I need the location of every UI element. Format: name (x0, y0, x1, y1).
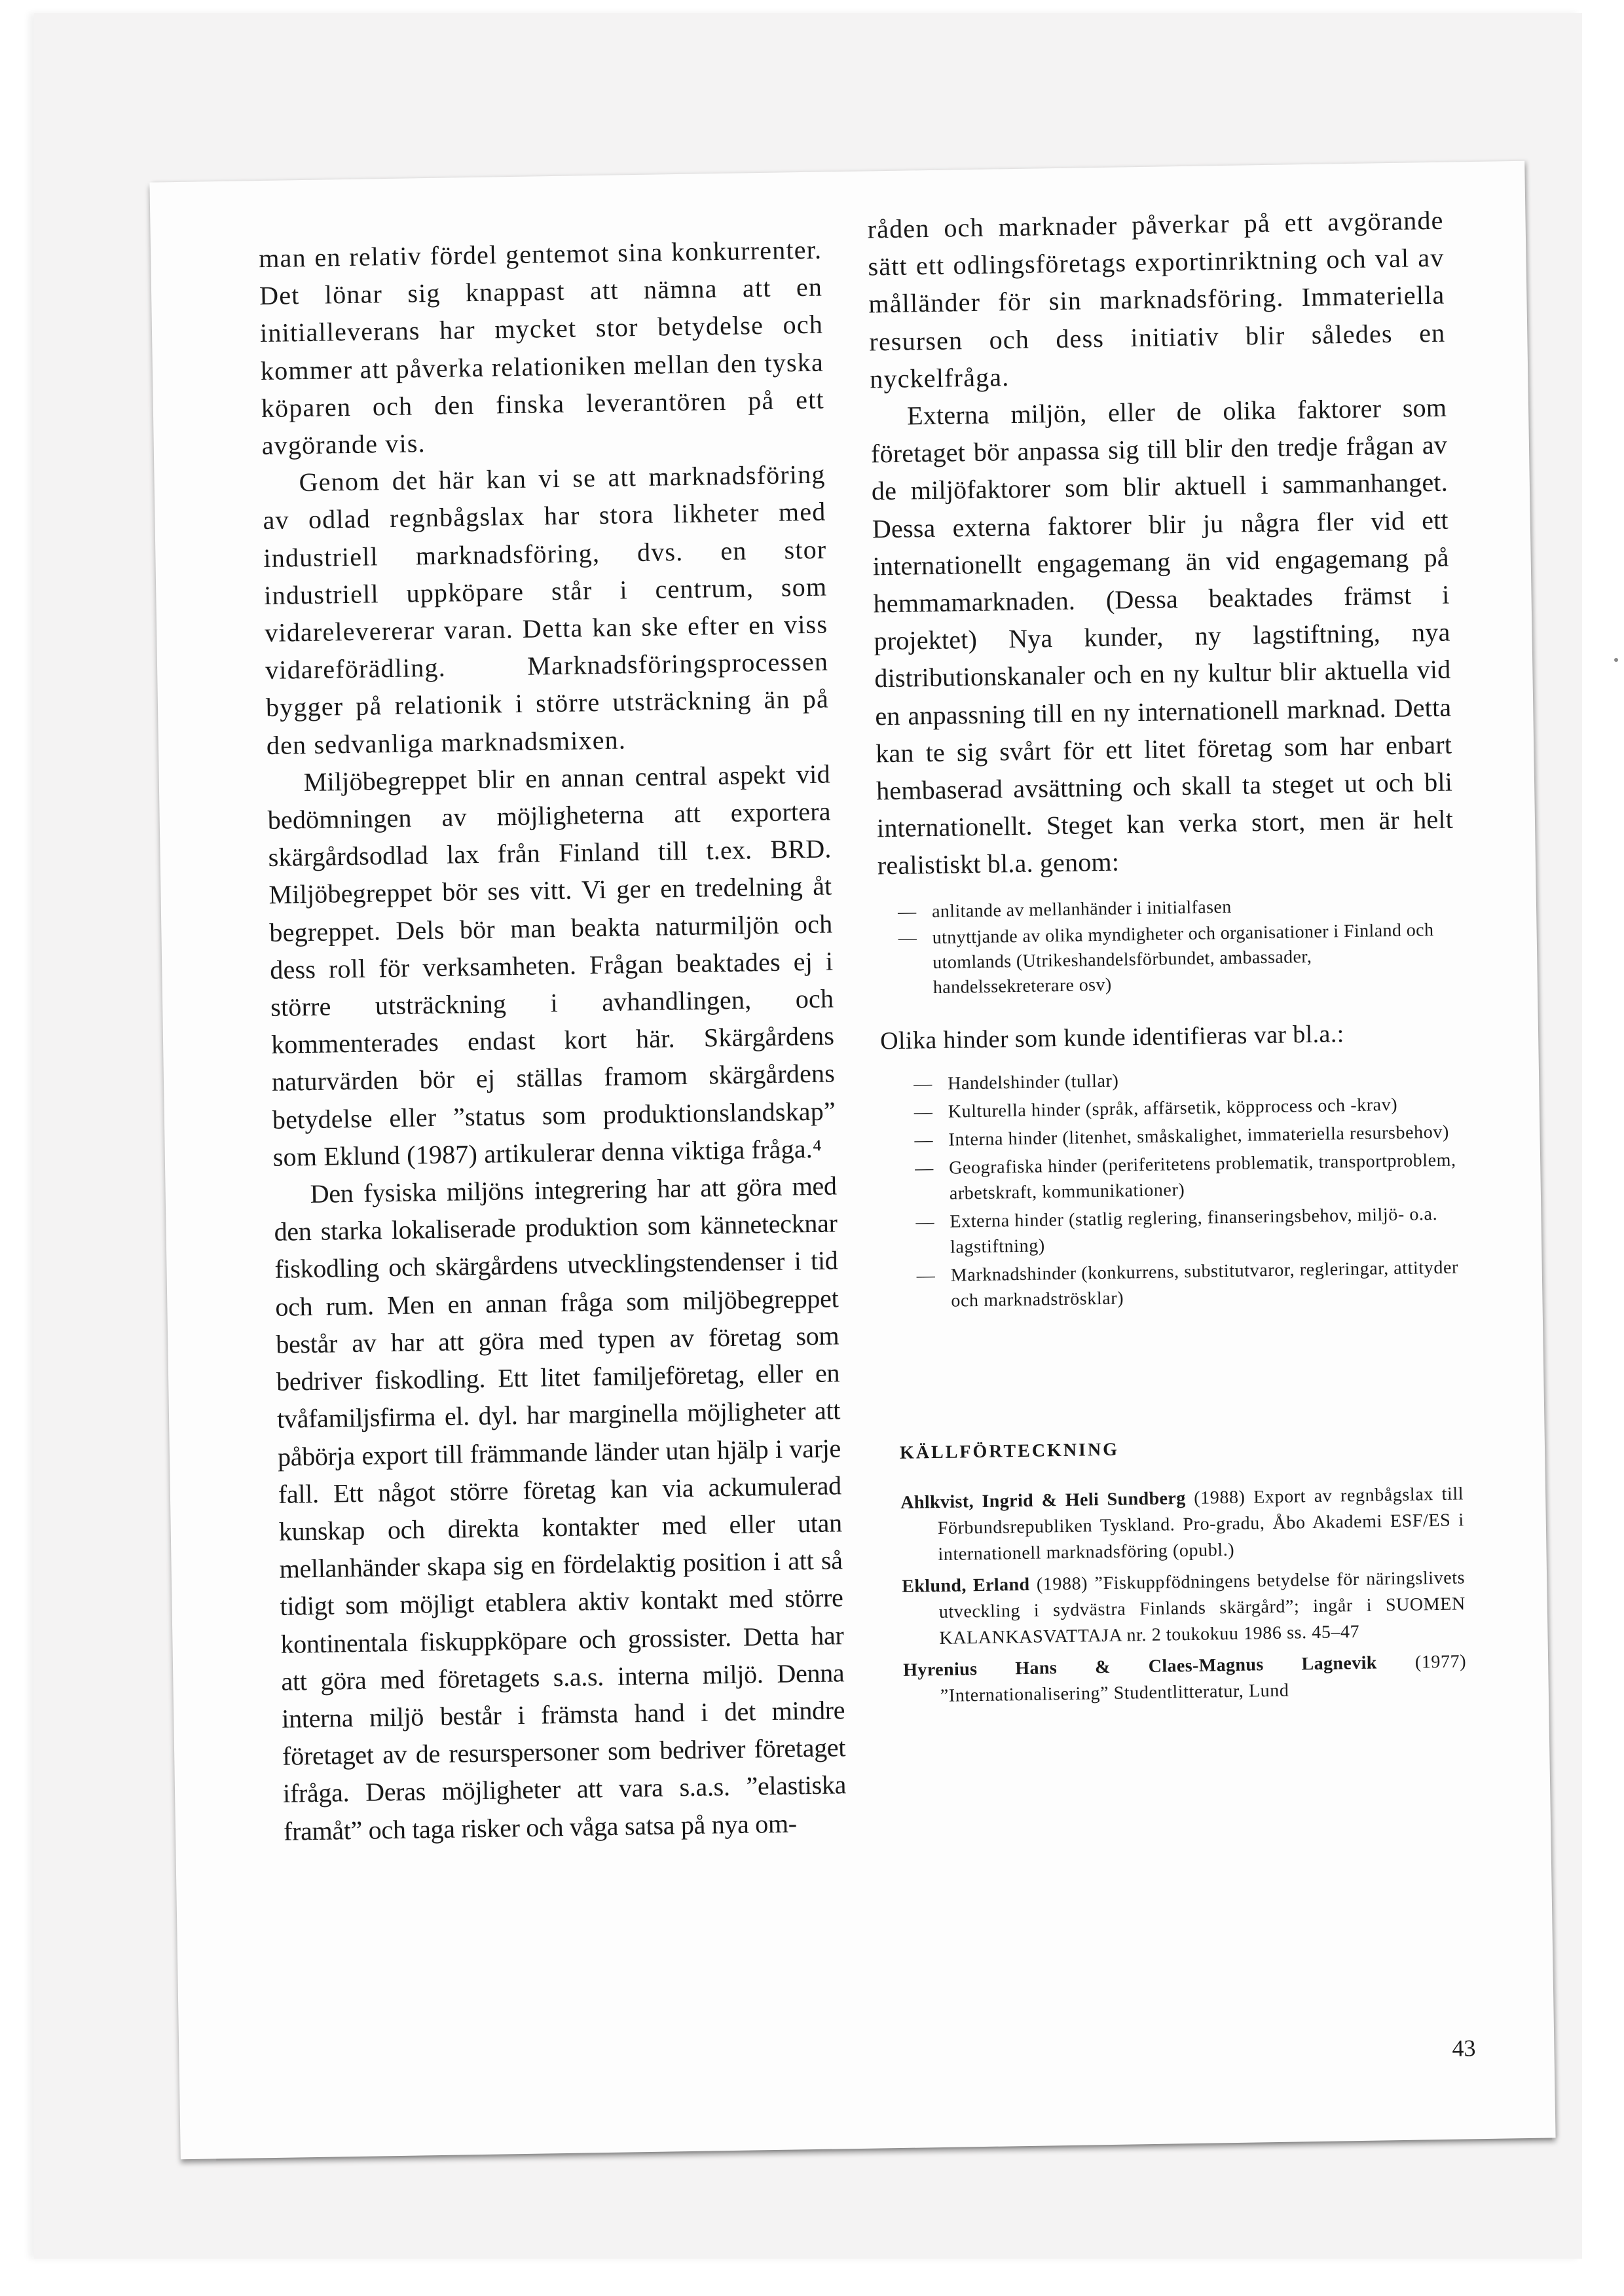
reference-text: (1977) ”Internationalisering” Studentlitteratur, Lund (940, 1651, 1467, 1706)
reference-list (900, 1481, 1467, 1709)
body-paragraph: råden och marknader påverkar på ett avgörande sätt ett odlingsföretags exportinriktning och val av målländer för sin marknadsföring. Immateriella resursen och dess initiativ blir således en nyckelfråga. (867, 205, 1446, 394)
measures-list (898, 891, 1456, 1000)
reference-text: (1988) ”Fiskuppfödningens betydelse för näringslivets utveckling i sydvästra Finlands skärgård”; ingår i SUOMEN KALANKASVATTAJA nr. 2 toukokuu 1986 ss. 45–47 (938, 1567, 1466, 1649)
reference-text: (1988) Export av regnbågslax till Förbundsrepubliken Tyskland. Pro-gradu, Åbo Akademi ESF/ES i internationell marknadsföring (opubl.) (937, 1484, 1464, 1565)
list-item (916, 1254, 1460, 1314)
list-item (915, 1201, 1460, 1260)
dash-marker: — (915, 1211, 935, 1233)
left-column (259, 231, 847, 1850)
dash-marker: — (897, 902, 917, 922)
list-item (898, 917, 1456, 1000)
list-item-text: utnyttjande av olika myndigheter och organisationer i Finland och utomlands (Utrikeshandelsförbundet, ambassader, handelssekreterare osv) (932, 919, 1434, 998)
body-paragraph: man en relativ fördel gentemot sina konkurrenter. Det lönar sig knappast att nämna att en initialleverans har mycket stor betydelse och kommer att påverka relationiken mellan den tyska köparen och den finska leverantören på ett avgörande vis. (258, 234, 825, 461)
body-paragraph: Den fysiska miljöns integrering har att göra med den starka lokaliserade produktion som kännetecknar fiskodling och skärgårdens utvecklingstendenser i tid och rum. Men en annan fråga som miljöbegreppet består av har att göra med typen av företag som bedriver fiskodling. Ett litet familjeföretag, eller en tvåfamiljsfirma el. dyl. har marginella möjligheter att påbörja export till främmande länder utan hjälp i varje fall. Ett något större företag kan via ackumulerad kunskap och direkta kontakter med eller utan mellanhänder skapa sig en fördelaktig position i att så tidigt som möjligt etablera aktiv kontakt med större kontinentala fiskuppköpare och grossister. Detta har att göra med företagets s.a.s. interna miljö. Denna interna miljö består i främsta hand i det mindre företaget av de resurspersoner som bedriver företaget ifråga. Deras möjligheter att vara s.a.s. ”elastiska framåt” och taga risker och våga satsa på nya om- (274, 1171, 847, 1846)
reference-author: Eklund, Erland (901, 1574, 1030, 1597)
reference-author: Hyrenius Hans & Claes-Magnus Lagnevik (903, 1652, 1378, 1681)
body-paragraph: Externa miljön, eller de olika faktorer som företaget bör anpassa sig till blir den tredje frågan av de miljöfaktorer som blir aktuell i sammanhanget. Dessa externa faktorer blir ju några fler vid ett internationellt engagemang än vid engagemang på hemmamarknaden. (Dessa beaktades främst i projektet) Nya kunder, ny lagstiftning, nya distributionskanaler och en ny kultur blir aktuella vid en anpassning till en ny internationell marknad. Detta kan te sig svårt för ett litet företag som har enbart hembaserad avsättning och skall ta steget ut och bli internationellt. Steget kan verka stort, men är helt realistiskt bl.a. genom: (870, 392, 1454, 881)
reference-item (900, 1481, 1465, 1568)
scan-speck (1614, 658, 1618, 662)
right-column (867, 202, 1467, 1715)
dash-marker: — (916, 1265, 936, 1286)
list-item-text: Marknadshinder (konkurrens, substitutvaror, regleringar, attityder och marknadströsklar) (950, 1257, 1459, 1311)
body-paragraph: Genom det här kan vi se att marknadsföring av odlad regnbågslax har stora likheter med industriell marknadsföring, dvs. en stor industriell uppköpare står i centrum, som vidarelevererar varan. Detta kan ske efter en viss vidareförädling. Marknadsföringsprocessen bygger på relationik i större utsträckning än på den sedvanliga marknadsmixen. (263, 459, 830, 760)
document-page (149, 161, 1555, 2160)
list-item-text: Interna hinder (litenhet, småskalighet, immateriella resursbehov) (948, 1121, 1450, 1150)
references-heading: KÄLLFÖRTECKNING (899, 1439, 1120, 1463)
list-item-text: Kulturella hinder (språk, affärsetik, köpprocess och -krav) (948, 1094, 1398, 1122)
reference-author: Ahlkvist, Ingrid & Heli Sundberg (900, 1487, 1186, 1513)
hinder-heading: Olika hinder som kunde identifieras var bl.a.: (879, 1019, 1344, 1055)
dash-marker: — (914, 1129, 934, 1151)
list-item (915, 1147, 1459, 1207)
list-item-text: Geografiska hinder (periferitetens problematik, transportproblem, arbetskraft, kommunikationer) (948, 1150, 1456, 1204)
list-item-text: Handelshinder (tullar) (947, 1070, 1119, 1094)
reference-item (902, 1565, 1466, 1652)
dash-marker: — (913, 1073, 933, 1095)
reference-item (903, 1649, 1467, 1709)
dash-marker: — (913, 1101, 933, 1123)
body-paragraph: Miljöbegreppet blir en annan central aspekt vid bedömningen av möjligheterna att exportera skärgårdsodlad lax från Finland till t.ex. BRD. Miljöbegreppet bör ses vitt. Vi ger en tredelning åt begreppet. Dels bör man beakta naturmiljön och dess roll för verksamheten. Frågan beaktades ej i större utsträckning i avhandlingen, och kommenterades endast kort här. Skärgårdens naturvärden bör ej ställas framom skärgårdens betydelse eller ”status som produktionslandskap” som Eklund (1987) artikulerar denna viktiga fråga.⁴ (267, 759, 836, 1172)
list-item-text: Externa hinder (statlig reglering, finanseringsbehov, miljö- o.a. lagstiftning) (950, 1203, 1438, 1258)
dash-marker: — (898, 928, 917, 949)
hinder-list (913, 1063, 1461, 1314)
dash-marker: — (914, 1157, 934, 1179)
list-item-text: anlitande av mellanhänder i initialfasen (931, 896, 1232, 922)
page-number: 43 (1452, 2035, 1476, 2062)
